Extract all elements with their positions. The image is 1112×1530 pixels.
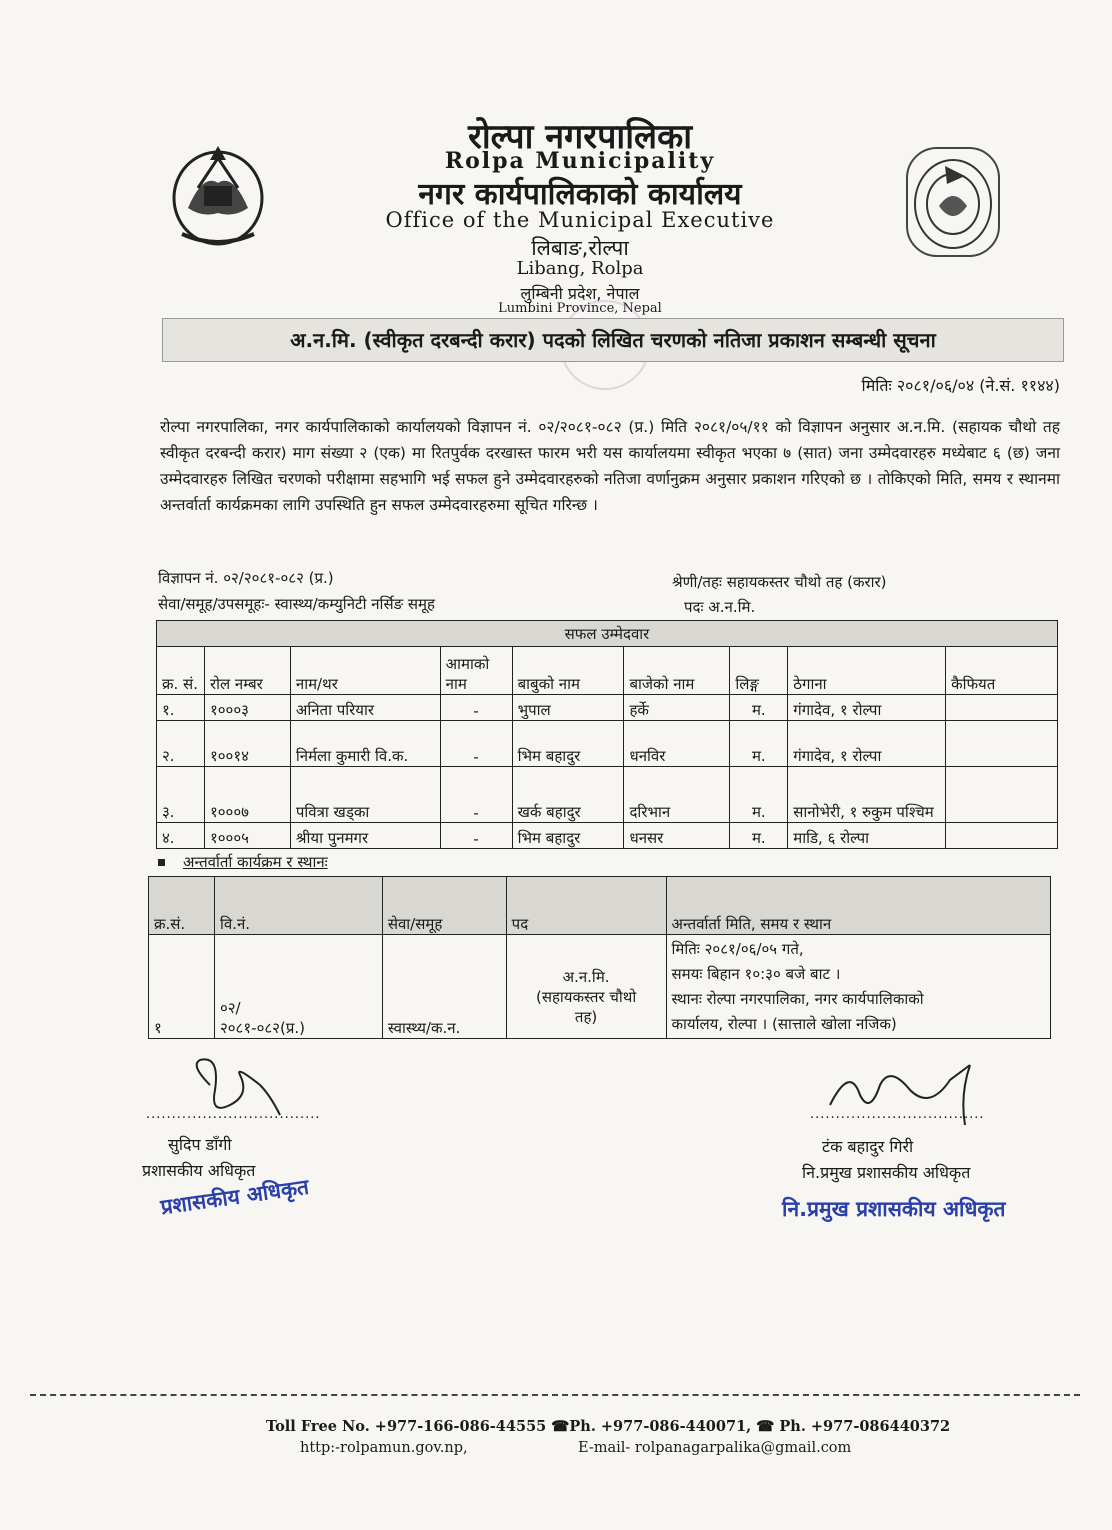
left-blue-stamp: प्रशासकीय अधिकृत xyxy=(159,1174,311,1220)
table-cell: १०००३ xyxy=(204,695,290,721)
right-signatory-title: नि.प्रमुख प्रशासकीय अधिकृत xyxy=(802,1163,971,1182)
header-nepali-name: रोल्पा नगरपालिका xyxy=(467,117,693,157)
header-english-name: Rolpa Municipality xyxy=(444,148,716,174)
header-province-english: Lumbini Province, Nepal xyxy=(498,301,662,316)
table-cell xyxy=(946,823,1058,849)
signature-dots: .................................. xyxy=(146,1107,321,1122)
table-cell: गंगादेव, १ रोल्पा xyxy=(788,721,946,767)
post-info: पदः अ.न.मि. xyxy=(684,598,756,616)
header-cell: वि.नं. xyxy=(214,877,382,935)
table-cell xyxy=(946,767,1058,823)
table-cell: सानोभेरी, १ रुकुम पश्चिम xyxy=(788,767,946,823)
detail-line: कार्यालय, रोल्पा । (सात्ताले खोला नजिक) xyxy=(671,1015,897,1033)
footer-email: E-mail- rolpanagarpalika@gmail.com xyxy=(578,1440,852,1456)
nepal-emblem-icon xyxy=(168,138,268,250)
table-cell: भिम बहादुर xyxy=(512,823,624,849)
table-cell xyxy=(946,721,1058,767)
table-cell: १०००७ xyxy=(204,767,290,823)
right-signatory-name: टंक बहादुर गिरी xyxy=(822,1137,914,1156)
table-row xyxy=(149,935,1051,1039)
table-cell: धनसर xyxy=(624,823,730,849)
level-info: श्रेणी/तहः सहायकस्तर चौथो तह (करार) xyxy=(672,573,887,591)
detail-line: स्थानः रोल्पा नगरपालिका, नगर कार्यपालिकाको xyxy=(671,990,924,1008)
header-office-nepali: नगर कार्यपालिकाको कार्यालय xyxy=(418,177,742,212)
table-row xyxy=(157,823,1058,849)
table-cell: १ xyxy=(149,935,215,1039)
header-cell: क्र.सं. xyxy=(149,877,215,935)
post-line: तह) xyxy=(574,1007,598,1026)
table-cell xyxy=(946,695,1058,721)
detail-line: मितिः २०८१/०६/०५ गते, xyxy=(671,940,804,958)
results-table xyxy=(156,620,1058,849)
table-cell: ४. xyxy=(157,823,205,849)
table-cell: म. xyxy=(730,823,788,849)
header-cell: पद xyxy=(506,877,666,935)
table-cell: हर्के xyxy=(624,695,730,721)
footer-divider xyxy=(30,1394,1080,1396)
table-row xyxy=(157,695,1058,721)
results-caption: सफल उम्मेदवार xyxy=(157,621,1058,647)
municipality-seal-icon xyxy=(905,146,1001,258)
table-cell: २. xyxy=(157,721,205,767)
table-cell: माडि, ६ रोल्पा xyxy=(788,823,946,849)
table-cell: निर्मला कुमारी वि.क. xyxy=(290,721,440,767)
header-cell: सेवा/समूह xyxy=(382,877,506,935)
bullet-icon xyxy=(158,859,165,866)
header-cell: रोल नम्बर xyxy=(204,647,290,695)
table-cell xyxy=(506,935,666,1039)
notice-title: अ.न.मि. (स्वीकृत दरबन्दी करार) पदको लिखित चरणको नतिजा प्रकाशन सम्बन्धी सूचना xyxy=(162,318,1064,362)
table-cell: म. xyxy=(730,695,788,721)
adv-no-line: ०२/ xyxy=(219,999,241,1017)
table-cell: ३. xyxy=(157,767,205,823)
table-cell: १०००५ xyxy=(204,823,290,849)
header-cell: क्र. सं. xyxy=(157,647,205,695)
left-signatory-title: प्रशासकीय अधिकृत xyxy=(142,1161,256,1180)
table-row xyxy=(157,767,1058,823)
header-cell: लिङ्ग xyxy=(730,647,788,695)
header-place-nepali: लिबाङ,रोल्पा xyxy=(531,236,629,260)
header-province-nepali: लुम्बिनी प्रदेश, नेपाल xyxy=(520,284,640,303)
post-line: (सहायकस्तर चौथो xyxy=(535,987,637,1006)
table-cell: - xyxy=(440,767,512,823)
post-line: अ.न.मि. xyxy=(562,967,610,986)
footer-contact: Toll Free No. +977-166-086-44555 ☎Ph. +977-086-440071, ☎ Ph. +977-086440372 xyxy=(266,1418,951,1435)
header-office-english: Office of the Municipal Executive xyxy=(385,208,775,232)
notice-body: रोल्पा नगरपालिका, नगर कार्यपालिकाको कार्यालयको विज्ञापन नं. ०२/२०८१-०८२ (प्र.) मिति २०८१/०५/११ को विज्ञापन अनुसार अ.न.मि. (सहायक चौथो तह स्वीकृत दरबन्दी करार) माग संख्या २ (एक) मा रितपुर्वक दरखास्त फारम भरी यस कार्यालयमा स्वीकृत भएका ७ (सात) जना उम्मेदवारहरु मध्येबाट ६ (छ) जना उम्मेदवारहरु लिखित चरणको परीक्षामा सहभागि भई सफल हुने उम्मेदवारहरुको नतिजा वर्णानुक्रम अनुसार प्रकाशन गरिएको छ । तोकिएको मिति, समय र स्थानमा अन्तर्वार्ता कार्यक्रमका लागि उपस्थिति हुन सफल उम्मेदवारहरुमा सूचित गरिन्छ । xyxy=(160,418,1060,514)
table-cell: भिम बहादुर xyxy=(512,721,624,767)
table-cell xyxy=(666,935,1050,1039)
notice-date: मितिः २०८१/०६/०४ (ने.सं. ११४४) xyxy=(861,376,1060,395)
header-cell: बाजेको नाम xyxy=(624,647,730,695)
table-cell: दरिभान xyxy=(624,767,730,823)
adv-no-line: २०८१-०८२(प्र.) xyxy=(219,1019,305,1037)
table-cell: धनविर xyxy=(624,721,730,767)
right-signature-block xyxy=(770,1055,1060,1235)
header-cell: आमाको नाम xyxy=(440,647,512,695)
adv-number: विज्ञापन नं. ०२/२०८१-०८२ (प्र.) xyxy=(158,569,334,587)
table-cell: गंगादेव, १ रोल्पा xyxy=(788,695,946,721)
table-cell: १००१४ xyxy=(204,721,290,767)
table-row xyxy=(157,721,1058,767)
table-cell: - xyxy=(440,695,512,721)
table-cell: भुपाल xyxy=(512,695,624,721)
table-cell: स्वास्थ्य/क.न. xyxy=(382,935,506,1039)
table-cell xyxy=(214,935,382,1039)
table-cell: - xyxy=(440,823,512,849)
results-header-row xyxy=(157,647,1058,695)
right-blue-stamp: नि.प्रमुख प्रशासकीय अधिकृत xyxy=(782,1197,1006,1221)
detail-line: समयः बिहान १०:३० बजे बाट । xyxy=(671,965,841,983)
interview-header-row xyxy=(149,877,1051,935)
header-cell: बाबुको नाम xyxy=(512,647,624,695)
table-cell: १. xyxy=(157,695,205,721)
table-cell: म. xyxy=(730,721,788,767)
table-cell: खर्क बहादुर xyxy=(512,767,624,823)
signature-dots: .................................. xyxy=(810,1107,985,1122)
left-signature-block xyxy=(140,1055,360,1225)
table-cell: म. xyxy=(730,767,788,823)
footer-website: http:-rolpamun.gov.np, xyxy=(300,1440,468,1456)
header-place-english: Libang, Rolpa xyxy=(516,258,644,279)
interview-table xyxy=(148,876,1051,1039)
header-cell: कैफियत xyxy=(946,647,1058,695)
table-cell: अनिता परियार xyxy=(290,695,440,721)
service-info: सेवा/समूह/उपसमूहः- स्वास्थ्य/कम्युनिटी नर्सिङ समूह xyxy=(158,595,435,613)
header-cell: ठेगाना xyxy=(788,647,946,695)
header-cell: अन्तर्वार्ता मिति, समय र स्थान xyxy=(666,877,1050,935)
left-signatory-name: सुदिप डाँगी xyxy=(168,1135,232,1154)
header-cell: नाम/थर xyxy=(290,647,440,695)
table-cell: - xyxy=(440,721,512,767)
table-cell: पवित्रा खड्का xyxy=(290,767,440,823)
interview-heading-text: अन्तर्वार्ता कार्यक्रम र स्थानः xyxy=(183,853,328,871)
interview-heading xyxy=(158,852,328,872)
table-cell: श्रीया पुनमगर xyxy=(290,823,440,849)
